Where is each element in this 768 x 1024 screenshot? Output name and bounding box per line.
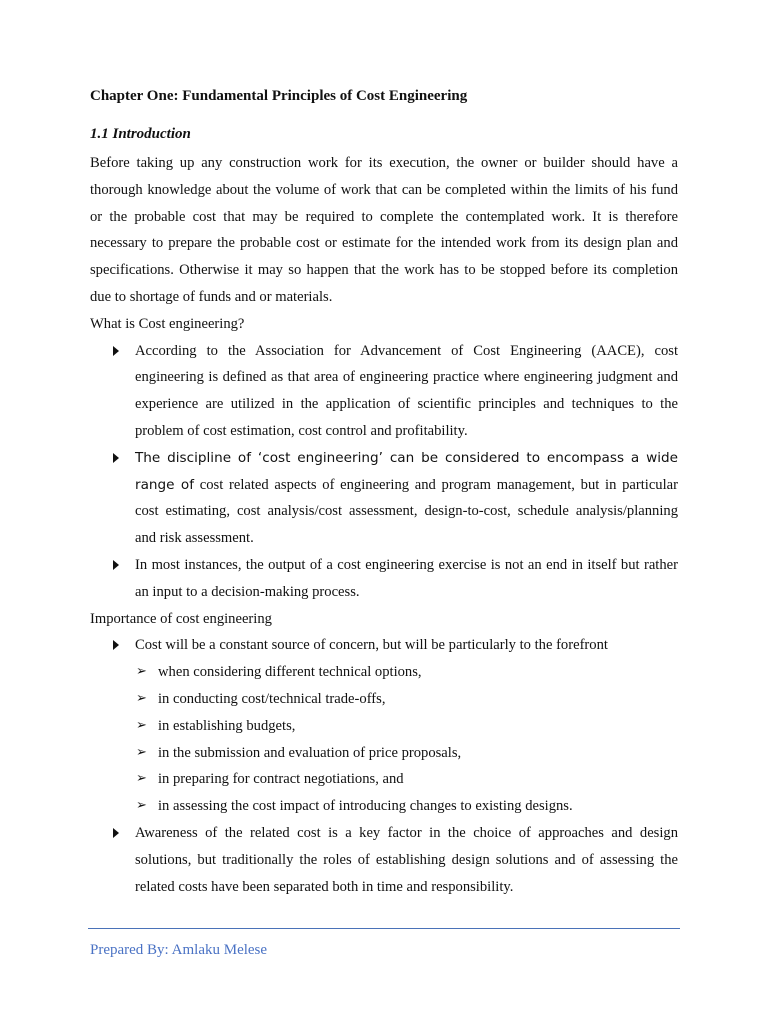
list-item-text: Awareness of the related cost is a key factor in the choice of approaches and design solutions, but traditionally the roles of establishing design solutions and of assessing the related costs have been separated both in time and responsibility. <box>135 824 678 895</box>
arrow-bullet-icon: ➢ <box>136 744 147 760</box>
list-item <box>135 445 678 552</box>
importance-sub-list <box>90 659 678 820</box>
list-item <box>135 552 678 606</box>
list-item-text: Cost will be a constant source of concern, but will be particularly to the forefront <box>135 637 608 654</box>
list-item <box>135 820 678 900</box>
section-heading: 1.1 Introduction <box>90 126 191 142</box>
arrow-bullet-icon: ➢ <box>136 664 147 680</box>
sub-list-item <box>136 686 678 713</box>
triangle-bullet-icon <box>113 346 119 356</box>
list-item <box>135 632 678 659</box>
footer-divider <box>88 928 680 929</box>
sub-list-item <box>136 793 678 820</box>
importance-list <box>90 632 678 659</box>
arrow-bullet-icon: ➢ <box>136 771 147 787</box>
sub-list-item <box>136 659 678 686</box>
arrow-bullet-icon: ➢ <box>136 690 147 706</box>
sub-list-item-text: in establishing budgets, <box>158 717 296 734</box>
what-is-list <box>90 338 678 606</box>
list-item <box>135 338 678 445</box>
list-item-text-serif: cost related aspects of engineering and program management, but in particular cost <box>135 476 678 520</box>
sub-list-item <box>136 740 678 767</box>
sub-list-item-text: in assessing the cost impact of introducing changes to existing designs. <box>158 798 573 815</box>
sub-list-item-text: in the submission and evaluation of price proposals, <box>158 744 462 761</box>
triangle-bullet-icon <box>113 640 119 650</box>
list-item-text: In most instances, the output of a cost engineering exercise is not an end in itself but rather an input to a decision-making process. <box>135 556 678 600</box>
sub-list-item-text: in preparing for contract negotiations, and <box>158 771 404 788</box>
arrow-bullet-icon: ➢ <box>136 798 147 814</box>
list-item-text-sans: The discipline of ‘cost engineering’ can be considered to encompass a wide range of <box>135 449 678 493</box>
sub-list-item <box>136 766 678 793</box>
sub-list-item-text: in conducting cost/technical trade-offs, <box>158 690 386 707</box>
triangle-bullet-icon <box>113 828 119 838</box>
chapter-title: Chapter One: Fundamental Principles of Cost Engineering <box>90 88 468 104</box>
triangle-bullet-icon <box>113 560 119 570</box>
intro-paragraph: Before taking up any construction work for its execution, the owner or builder should have a thorough knowledge about the volume of work that can be completed within the limits of his fund or the probable cost that may be required to complete the contemplated work. It is therefore necessary to prepare the probable cost or estimate for the intended work from its design plan and specifications. Otherwise it may so happen that the work has to be stopped before its completion due to shortage of funds and or materials. <box>90 155 678 305</box>
sub-list-item <box>136 713 678 740</box>
importance-list-continued <box>90 820 678 900</box>
list-item-text: estimating, cost analysis/cost assessment, design-to-cost, schedule analysis/planning and risk assessment. <box>135 503 678 547</box>
footer-prepared-by: Prepared By: Amlaku Melese <box>90 942 268 958</box>
document-body <box>90 86 678 900</box>
what-is-heading: What is Cost engineering? <box>90 315 245 332</box>
arrow-bullet-icon: ➢ <box>136 717 147 733</box>
triangle-bullet-icon <box>113 453 119 463</box>
sub-list-item-text: when considering different technical options, <box>158 664 422 681</box>
importance-heading: Importance of cost engineering <box>90 610 272 627</box>
list-item-text: According to the Association for Advancement of Cost Engineering (AACE), cost engineering is defined as that area of engineering practice where engineering judgment and experience are utilized in the application of scientific principles and techniques to the problem of cost estimation, cost control and profitability. <box>135 342 678 439</box>
